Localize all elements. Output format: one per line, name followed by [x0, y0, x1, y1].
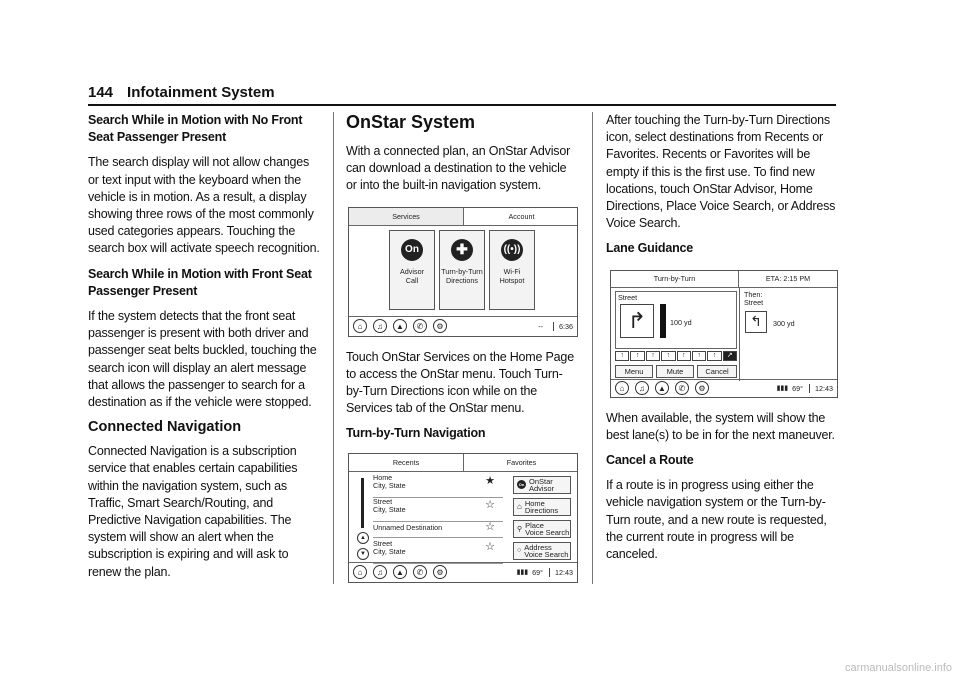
- onstar-icon: On: [518, 482, 525, 488]
- paragraph: With a connected plan, an OnStar Advisor can download a destination to the vehicle or into the built-in navigation system.: [346, 144, 571, 193]
- navigation-icon[interactable]: ▲: [393, 565, 407, 579]
- home-icon[interactable]: ⌂: [353, 565, 367, 579]
- list-item[interactable]: [373, 474, 503, 498]
- settings-icon[interactable]: ⚙: [433, 319, 447, 333]
- list-item[interactable]: [373, 522, 503, 538]
- paragraph: Connected Navigation is a subscription service that enables certain capabilities within the navigation system, such as Traffic, Smart Search/Routing, and Predictive Navigation capabilities. The system will show an alert when the subscription is expiring and will ask to renew the plan.: [88, 444, 298, 579]
- next-distance: 300 yd: [773, 318, 795, 328]
- phone-icon[interactable]: ✆: [413, 565, 427, 579]
- button-label: OnStar: [529, 476, 553, 486]
- favorite-star-icon[interactable]: ☆: [485, 498, 495, 511]
- tile-label: Turn-by-Turn: [441, 266, 483, 276]
- section-heading: OnStar System: [346, 112, 476, 132]
- lane-arrow-icon: ↑: [661, 351, 675, 361]
- tile-label: Wi-Fi: [503, 266, 521, 276]
- temperature: 69°: [792, 383, 803, 393]
- temperature: 69°: [532, 567, 543, 577]
- page-header: [88, 82, 836, 106]
- temperature-placeholder: --: [538, 321, 543, 331]
- distance-progress-bar: [660, 304, 666, 338]
- place-voice-search-button[interactable]: [513, 520, 571, 538]
- divider: [739, 288, 740, 381]
- turn-right-icon: ↱: [620, 304, 654, 338]
- subheading: Turn-by-Turn Navigation: [346, 426, 486, 441]
- subheading: Cancel a Route: [606, 453, 694, 468]
- lane-arrow-icon: ↑: [692, 351, 706, 361]
- page-title: Infotainment System: [127, 84, 275, 101]
- onstar-advisor-button[interactable]: [513, 476, 571, 494]
- lane-arrow-icon: ↑: [615, 351, 629, 361]
- tile-label: Advisor: [400, 266, 424, 276]
- paragraph: Touch OnStar Services on the Home Page to access the OnStar menu. Touch Turn-by-Turn Directions icon while on the Services tab of the OnStar menu.: [346, 349, 574, 416]
- music-icon[interactable]: ♫: [373, 319, 387, 333]
- lane-guidance-screen: [610, 270, 838, 398]
- next-maneuver-panel: [744, 291, 763, 307]
- button-label: Address: [524, 542, 552, 552]
- status-bar: [611, 379, 837, 397]
- item-subtitle: City, State: [373, 505, 406, 515]
- signal-icon: ▮▮▮: [516, 569, 529, 577]
- settings-icon[interactable]: ⚙: [433, 565, 447, 579]
- subheading: Search While in Motion with No Front Seat Passenger Present: [88, 113, 303, 145]
- home-icon: ⌂: [517, 502, 522, 512]
- column-2: [346, 112, 578, 583]
- tab-account[interactable]: Account: [464, 208, 578, 226]
- settings-icon[interactable]: ⚙: [695, 381, 709, 395]
- tab-recents[interactable]: Recents: [349, 454, 464, 472]
- page-number: 144: [88, 84, 114, 101]
- phone-icon[interactable]: ✆: [413, 319, 427, 333]
- recents-favorites-screen: [348, 453, 578, 583]
- pin-icon: ⚲: [517, 525, 523, 533]
- tile-label: Directions: [446, 275, 478, 285]
- paragraph: If a route is in progress using either the vehicle navigation system or the Turn-by-Turn route, and a new route is requested, the current route in progress will be canceled.: [606, 478, 827, 562]
- turn-left-icon: ↰: [745, 311, 767, 333]
- scroll-up-icon[interactable]: ▲: [357, 532, 369, 544]
- navigation-icon[interactable]: ▲: [655, 381, 669, 395]
- nav-title-bar: [611, 271, 837, 288]
- clock: 6:36: [553, 322, 573, 331]
- home-icon[interactable]: ⌂: [353, 319, 367, 333]
- lane-arrow-icon: ↑: [677, 351, 691, 361]
- item-title: Unnamed Destination: [373, 522, 443, 532]
- scroll-indicator[interactable]: [361, 478, 364, 528]
- advisor-call-tile[interactable]: [389, 230, 435, 310]
- lane-indicator: [615, 351, 737, 361]
- address-voice-search-button[interactable]: [513, 542, 571, 560]
- list-item[interactable]: [373, 498, 503, 522]
- home-icon[interactable]: ⌂: [615, 381, 629, 395]
- lane-arrow-icon: ↑: [646, 351, 660, 361]
- paragraph: The search display will not allow changes or text input with the keyboard when the vehicle is in motion. As a result, a display showing three rows of the most commonly used categories appears. Touching the search box will activate speech recognition.: [88, 155, 320, 256]
- button-label: Home: [524, 498, 545, 508]
- next-street: Street: [744, 297, 764, 307]
- favorite-star-icon[interactable]: ☆: [485, 540, 495, 553]
- mute-button[interactable]: Mute: [656, 365, 694, 378]
- onstar-services-screen: [348, 207, 578, 337]
- turn-by-turn-tile[interactable]: [439, 230, 485, 310]
- scroll-down-icon[interactable]: ▼: [357, 548, 369, 560]
- status-bar: [349, 316, 577, 336]
- subheading: Search While in Motion with Front Seat Passenger Present: [88, 266, 312, 298]
- lane-arrow-icon: ↑: [630, 351, 644, 361]
- item-subtitle: City, State: [373, 481, 406, 491]
- lane-arrow-icon: ↑: [707, 351, 721, 361]
- watermark: carmanualsonline.info: [844, 662, 952, 674]
- paragraph: When available, the system will show the best lane(s) to be in for the next maneuver.: [606, 410, 835, 442]
- item-title: Street: [373, 496, 393, 506]
- signal-icon: ▮▮▮: [776, 385, 789, 393]
- subheading: Lane Guidance: [606, 241, 694, 256]
- menu-button[interactable]: Menu: [615, 365, 653, 378]
- wifi-icon: ((•)): [501, 239, 523, 261]
- address-icon: ○: [517, 547, 522, 555]
- cancel-button[interactable]: Cancel: [697, 365, 737, 378]
- button-label: Voice Search: [525, 527, 570, 537]
- directions-icon: ✚: [451, 239, 473, 261]
- tile-label: Hotspot: [499, 275, 525, 285]
- button-label: Directions: [524, 505, 559, 515]
- column-divider: [592, 112, 593, 584]
- navigation-icon[interactable]: ▲: [393, 319, 407, 333]
- onstar-icon: On: [401, 239, 423, 261]
- favorite-star-icon[interactable]: ★: [485, 474, 495, 487]
- street-name: Street: [618, 292, 638, 302]
- eta: ETA: 2:15 PM: [765, 274, 811, 284]
- nav-title: Turn-by-Turn: [611, 271, 739, 287]
- clock: 12:43: [549, 568, 573, 577]
- item-title: Street: [373, 538, 393, 548]
- current-maneuver-panel: [615, 291, 737, 349]
- music-icon[interactable]: ♫: [373, 565, 387, 579]
- item-title: Home: [373, 472, 393, 482]
- music-icon[interactable]: ♫: [635, 381, 649, 395]
- wifi-hotspot-tile[interactable]: [489, 230, 535, 310]
- tab-services[interactable]: Services: [349, 208, 464, 226]
- favorite-star-icon[interactable]: ☆: [485, 520, 495, 533]
- home-directions-button[interactable]: [513, 498, 571, 516]
- section-heading: Connected Navigation: [88, 419, 242, 436]
- item-subtitle: City, State: [373, 547, 406, 557]
- phone-icon[interactable]: ✆: [675, 381, 689, 395]
- paragraph: After touching the Turn-by-Turn Directions icon, select destinations from Recents or Favorites. Recents or Favorites will be empty if this is the first use. To find new locations, touch OnStar Advisor, Home Directions, Place Voice Search, or Address Voice Search.: [606, 113, 836, 231]
- clock: 12:43: [809, 384, 833, 393]
- tile-label: Call: [405, 275, 419, 285]
- button-label: Voice Search: [524, 549, 569, 559]
- list-item[interactable]: [373, 540, 503, 564]
- paragraph: If the system detects that the front seat passenger is present with both driver and passenger seat belts buckled, touching the search icon will display an alert message that allows the passenger to search for a destination as if the vehicle were stopped.: [88, 309, 317, 410]
- column-1: [88, 112, 320, 589]
- maneuver-distance: 100 yd: [670, 317, 692, 327]
- tab-favorites[interactable]: Favorites: [464, 454, 578, 472]
- column-3: [606, 112, 838, 571]
- then-label: Then:: [744, 289, 763, 299]
- button-label: Place: [525, 520, 544, 530]
- lane-arrow-highlight-icon: ↗: [723, 351, 737, 361]
- status-bar: [349, 562, 577, 582]
- column-divider: [333, 112, 334, 584]
- button-label: Advisor: [529, 483, 555, 493]
